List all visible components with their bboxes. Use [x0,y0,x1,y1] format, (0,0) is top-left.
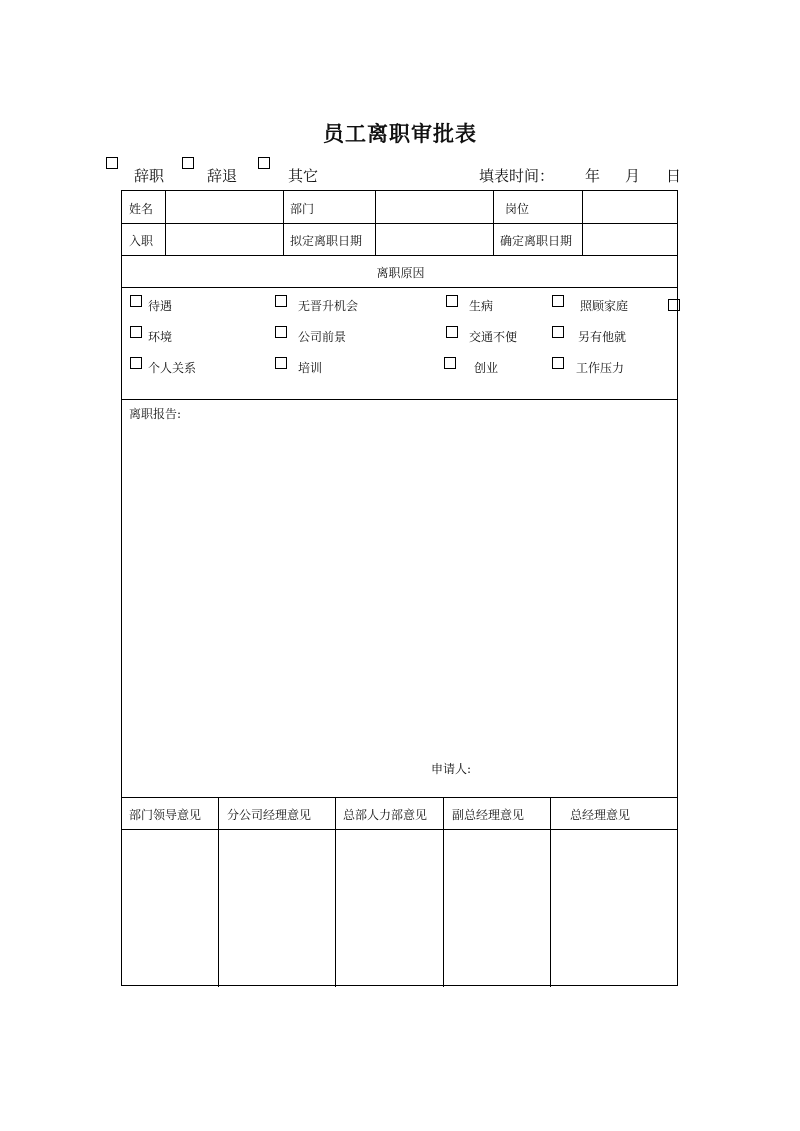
reason-illness-checkbox[interactable] [446,295,458,307]
reason-other-job-checkbox[interactable] [552,326,564,338]
reason-no-promotion-checkbox[interactable] [275,295,287,307]
approval-vp-field[interactable] [445,831,549,985]
position-label: 岗位 [505,202,530,216]
reason-company-prospects-label: 公司前景 [298,330,347,344]
approval-dept-leader-field[interactable] [123,831,217,985]
department-label: 部门 [290,202,315,216]
reason-commute-label: 交通不便 [469,330,518,344]
approval-branch-manager-field[interactable] [220,831,334,985]
reason-startup-checkbox[interactable] [444,357,456,369]
form-title: 员工离职审批表 [323,122,477,146]
reason-training-checkbox[interactable] [275,357,287,369]
departure-type-resign-checkbox[interactable] [106,157,118,169]
report-label: 离职报告: [129,407,182,421]
reason-commute-checkbox[interactable] [446,326,458,338]
hire-date-label: 入职 [129,234,154,248]
approval-dept-leader-label: 部门领导意见 [129,808,202,822]
report-textarea[interactable] [124,419,675,759]
fill-date-month: 月 [625,167,641,185]
reasons-header: 离职原因 [376,266,425,280]
fill-date-year: 年 [585,167,601,185]
reason-startup-label: 创业 [474,361,499,375]
name-label: 姓名 [129,202,154,216]
approval-gm-field[interactable] [552,831,676,985]
reason-family-care-checkbox[interactable] [552,295,564,307]
approval-gm-label: 总经理意见 [570,808,631,822]
reason-personal-relations-checkbox[interactable] [130,357,142,369]
reason-illness-label: 生病 [469,299,494,313]
approval-branch-manager-label: 分公司经理意见 [227,808,312,822]
departure-type-other-checkbox[interactable] [258,157,270,169]
reason-work-pressure-checkbox[interactable] [552,357,564,369]
applicant-label: 申请人: [431,762,472,776]
departure-type-other-label: 其它 [288,167,319,185]
reason-environment-label: 环境 [148,330,173,344]
planned-leave-date-label: 拟定离职日期 [290,234,363,248]
confirmed-leave-date-label: 确定离职日期 [500,234,573,248]
reason-environment-checkbox[interactable] [130,326,142,338]
departure-type-dismiss-label: 辞退 [207,167,238,185]
reason-work-pressure-label: 工作压力 [576,361,625,375]
approval-vp-label: 副总经理意见 [452,808,525,822]
approval-form-table [121,190,678,986]
reason-other-job-label: 另有他就 [578,330,627,344]
reason-company-prospects-checkbox[interactable] [275,326,287,338]
reason-pay-checkbox[interactable] [130,295,142,307]
reason-no-promotion-label: 无晋升机会 [298,299,359,313]
approval-hq-hr-field[interactable] [337,831,442,985]
departure-type-dismiss-checkbox[interactable] [182,157,194,169]
departure-type-resign-label: 辞职 [134,167,165,185]
reason-personal-relations-label: 个人关系 [148,361,197,375]
reason-family-care-label: 照顾家庭 [580,299,629,313]
reason-training-label: 培训 [298,361,323,375]
fill-date-label: 填表时间： [479,167,555,185]
approval-hq-hr-label: 总部人力部意见 [343,808,428,822]
reason-pay-label: 待遇 [148,299,173,313]
fill-date-day: 日 [666,167,682,185]
